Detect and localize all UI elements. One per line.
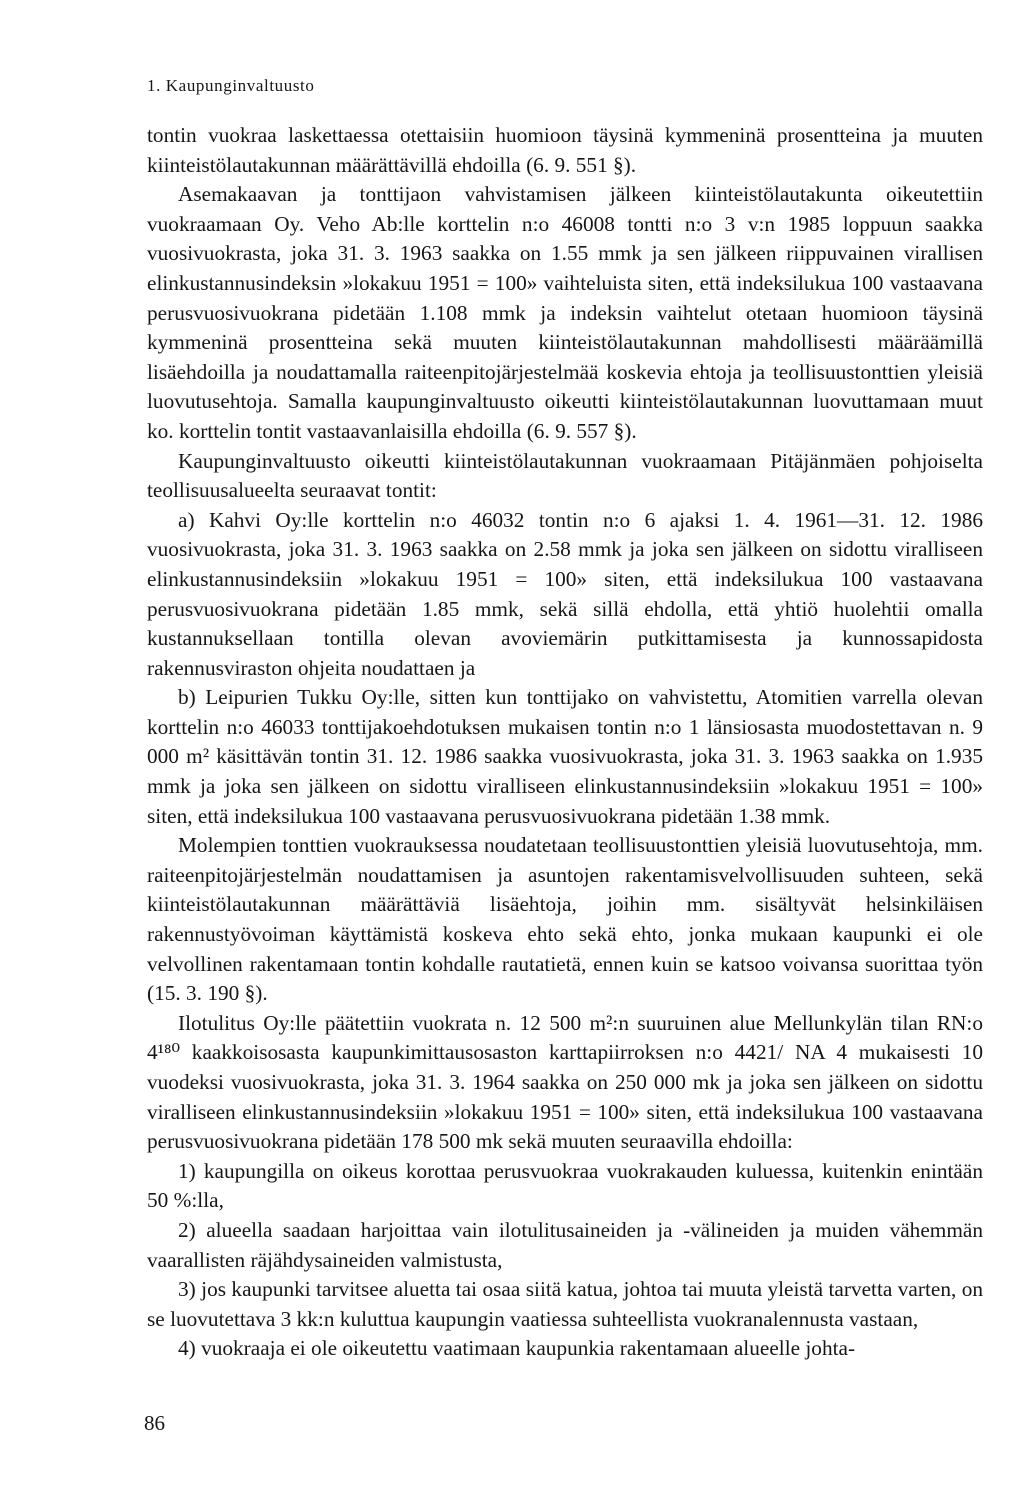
- running-header: 1. Kaupunginvaltuusto: [147, 76, 315, 95]
- condition-item-3: 3) jos kaupunki tarvitsee aluetta tai osaa siitä katua, johtoa tai muuta yleistä tarvetta varten, on se luovutettava 3 kk:n kuluttua kaupungin vaatiessa suhteellista vuokranalennusta vastaan,: [147, 1277, 983, 1331]
- paragraph: tontin vuokraa laskettaessa otettaisiin huomioon täysinä kymmeninä prosentteina ja muuten kiinteistölautakunnan määrättävillä ehdoilla (6. 9. 551 §).: [147, 123, 983, 177]
- page-number: 86: [144, 1411, 165, 1435]
- list-item-b: b) Leipurien Tukku Oy:lle, sitten kun tonttijako on vahvistettu, Atomitien varrella olevan korttelin n:o 46033 tonttijakoehdotuksen mukaisen tontin n:o 1 länsiosasta muodostettavan n. 9 000 m² käsittävän tontin 31. 12. 1986 saakka vuosivuokrasta, joka 31. 3. 1963 saakka on 1.935 mmk ja joka sen jälkeen on sidottu viralliseen elinkustannusindeksiin »lokakuu 1951 = 100» siten, että indeksilukua 100 vastaavana perusvuosivuokrana pidetään 1.38 mmk.: [147, 685, 983, 828]
- condition-item-2: 2) alueella saadaan harjoittaa vain ilotulitusaineiden ja -välineiden ja muiden vähemmän vaarallisten räjähdysaineiden valmistusta,: [147, 1217, 983, 1272]
- condition-item-1: 1) kaupungilla on oikeus korottaa perusvuokraa vuokrakauden kuluessa, kuitenkin enintään 50 %:lla,: [147, 1158, 983, 1213]
- list-item-a: a) Kahvi Oy:lle korttelin n:o 46032 tontin n:o 6 ajaksi 1. 4. 1961—31. 12. 1986 vuosivuokrasta, joka 31. 3. 1963 saakka on 2.58 mmk ja joka sen jälkeen on sidottu viralliseen elinkustannusindeksiin »lokakuu 1951 = 100» siten, että indeksilukua 100 vastaavana perusvuosivuokrana pidetään 1.85 mmk, sekä sillä ehdolla, että yhtiö huolehtii omalla kustannuksellaan tontilla olevan avoviemärin putkittamisesta ja kunnossapidosta rakennusviraston ohjeita noudattaen ja: [147, 507, 983, 680]
- body-text: [147, 121, 983, 1364]
- paragraph: Asemakaavan ja tonttijaon vahvistamisen jälkeen kiinteistölautakunta oikeutettiin vuokraamaan Oy. Veho Ab:lle korttelin n:o 46008 tontti n:o 3 v:n 1985 loppuun saakka vuosivuokrasta, joka 31. 3. 1963 saakka on 1.55 mmk ja sen jälkeen riippuvainen virallisen elinkustannusindeksin »lokakuu 1951 = 100» vaihteluista siten, että indeksilukua 100 vastaavana perusvuosivuokrana pidetään 1.108 mmk ja indeksin vaihtelut otetaan huomioon täysinä kymmeninä prosentteina sekä muuten kiinteistölautakunnan mahdollisesti määräämillä lisäehdoilla ja noudattamalla raiteenpitojärjestelmää koskevia ehtoja ja teollisuustonttien yleisiä luovutusehtoja. Samalla kaupunginvaltuusto oikeutti kiinteistölautakunnan luovuttamaan muut ko. korttelin tontit vastaavanlaisilla ehdoilla (6. 9. 557 §).: [147, 182, 983, 443]
- paragraph: Ilotulitus Oy:lle päätettiin vuokrata n. 12 500 m²:n suuruinen alue Mellunkylän tilan RN:o 4¹⁸⁰ kaakkoisosasta kaupunkimittausosaston karttapiirroksen n:o 4421/ NA 4 mukaisesti 10 vuodeksi vuosivuokrasta, joka 31. 3. 1964 saakka on 250 000 mk ja joka sen jälkeen on sidottu viralliseen elinkustannusindeksiin »lokakuu 1951 = 100» siten, että indeksilukua 100 vastaavana perusvuosivuokrana pidetään 178 500 mk sekä muuten seuraavilla ehdoilla:: [147, 1010, 983, 1154]
- paragraph: Kaupunginvaltuusto oikeutti kiinteistölautakunnan vuokraamaan Pitäjänmäen pohjoiselta teollisuusalueelta seuraavat tontit:: [147, 448, 983, 503]
- condition-item-4: 4) vuokraaja ei ole oikeutettu vaatimaan kaupunkia rakentamaan alueelle johta-: [178, 1336, 856, 1361]
- paragraph: Molempien tonttien vuokrauksessa noudatetaan teollisuustonttien yleisiä luovutusehtoja, mm. raiteenpitojärjestelmän noudattamisen ja asuntojen rakentamisvelvollisuuden suhteen, sekä kiinteistölautakunnan määrättäviä lisäehtoja, joihin mm. sisältyvät helsinkiläisen rakennustyövoiman käyttämistä koskeva ehto sekä ehto, jonka mukaan kaupunki ei ole velvollinen rakentamaan tontin kohdalle rautatietä, ennen kuin se katsoo voivansa suorittaa työn (15. 3. 190 §).: [147, 833, 983, 1006]
